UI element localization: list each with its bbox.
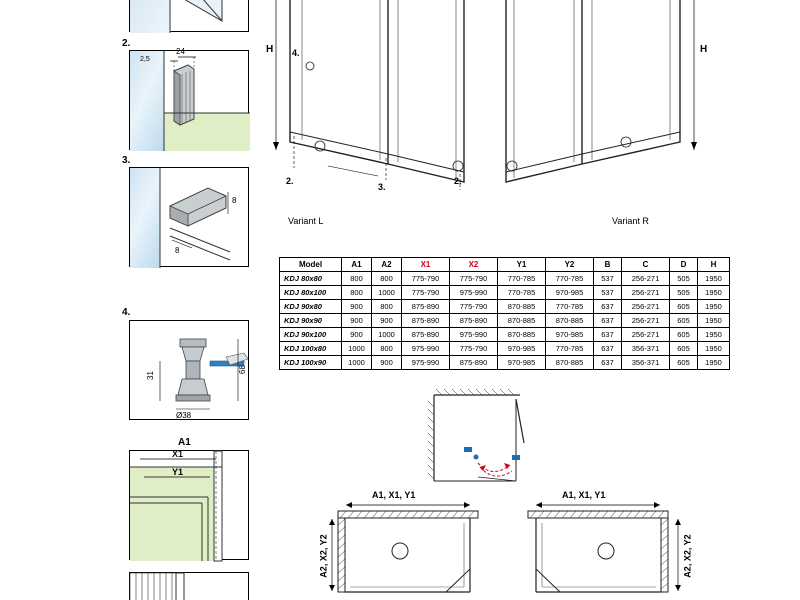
table-cell-y1: 970-985 [498,356,546,370]
table-cell-y1: 770-785 [498,272,546,286]
table-row [280,342,730,356]
table-cell-a2: 900 [372,356,402,370]
table-cell-y2: 770-785 [546,342,594,356]
table-cell-h: 1950 [698,356,730,370]
table-cell-c: 256-271 [622,286,670,300]
figure-2-number: 2. [122,38,131,49]
table-cell-x1: 775-790 [402,286,450,300]
table-cell-a2: 800 [372,342,402,356]
table-cell-x2: 975-990 [450,328,498,342]
table-cell-model: KDJ 80x80 [280,272,342,286]
table-cell-x1: 775-790 [402,272,450,286]
table-cell-model: KDJ 90x90 [280,314,342,328]
figure-2-dim-1: 2,5 [140,56,150,63]
table-cell-a2: 1000 [372,286,402,300]
table-header-row [280,258,730,272]
table-cell-h: 1950 [698,300,730,314]
elevation-l-callout-2a: 2. [286,176,294,186]
table-header-y2: Y2 [546,258,594,272]
table-cell-d: 605 [670,356,698,370]
elevation-l-callout-2b: 2. [454,176,462,186]
table-header-a1: A1 [342,258,372,272]
table-cell-model: KDJ 100x80 [280,342,342,356]
table-cell-x1: 875-890 [402,328,450,342]
table-row [280,314,730,328]
elevation-r-caption: Variant R [612,216,649,226]
table-cell-c: 356-371 [622,342,670,356]
table-cell-h: 1950 [698,286,730,300]
table-cell-y1: 770-785 [498,286,546,300]
elevation-l-callout-3: 3. [378,182,386,192]
table-cell-y2: 870-885 [546,356,594,370]
figure-3-dim-1: 8 [232,196,237,205]
table-cell-x1: 875-890 [402,314,450,328]
table-cell-a2: 900 [372,314,402,328]
table-header-model: Model [280,258,342,272]
table-cell-x2: 775-790 [450,272,498,286]
table-cell-model: KDJ 80x100 [280,286,342,300]
table-cell-x1: 975-990 [402,342,450,356]
table-cell-x1: 875-890 [402,300,450,314]
table-cell-a1: 1000 [342,342,372,356]
table-cell-d: 505 [670,272,698,286]
table-cell-b: 637 [594,342,622,356]
figure-2-dim-2: 24 [176,47,185,56]
figure-4-dim-diameter: Ø38 [176,411,192,420]
table-cell-a1: 800 [342,272,372,286]
table-cell-h: 1950 [698,328,730,342]
table-row [280,356,730,370]
table-cell-x2: 875-890 [450,356,498,370]
figure-plan-detail [129,450,249,560]
specification-table [279,257,730,370]
table-cell-h: 1950 [698,314,730,328]
figure-4-dim-68: 68 [237,365,247,374]
plan-label-a1: A1 [178,437,191,448]
figure-step-2 [129,47,249,150]
elevation-variant-r [488,0,718,226]
table-cell-y2: 770-785 [546,272,594,286]
table-cell-a2: 1000 [372,328,402,342]
table-cell-d: 505 [670,286,698,300]
figure-step-1 [129,0,249,32]
table-cell-x1: 975-990 [402,356,450,370]
table-header-a2: A2 [372,258,402,272]
table-cell-x2: 875-890 [450,314,498,328]
table-cell-y2: 770-785 [546,300,594,314]
table-cell-b: 637 [594,356,622,370]
table-header-y1: Y1 [498,258,546,272]
table-cell-a1: 900 [342,300,372,314]
figure-step-4 [129,320,249,420]
table-row [280,286,730,300]
table-cell-a1: 800 [342,286,372,300]
table-cell-b: 537 [594,272,622,286]
plan-label-x1: X1 [172,449,184,459]
table-cell-d: 605 [670,342,698,356]
table-cell-y2: 970-985 [546,328,594,342]
plan-label-y1: Y1 [172,467,184,477]
table-header-d: D [670,258,698,272]
table-cell-a1: 1000 [342,356,372,370]
table-cell-a2: 800 [372,300,402,314]
table-cell-c: 356-371 [622,356,670,370]
table-cell-c: 256-271 [622,300,670,314]
table-cell-model: KDJ 90x100 [280,328,342,342]
table-row [280,328,730,342]
table-cell-y1: 970-985 [498,342,546,356]
table-cell-y2: 870-885 [546,314,594,328]
table-cell-b: 637 [594,300,622,314]
table-cell-b: 637 [594,314,622,328]
table-cell-d: 605 [670,300,698,314]
table-cell-c: 256-271 [622,314,670,328]
table-cell-y1: 870-885 [498,328,546,342]
table-header-x2: X2 [450,258,498,272]
figure-plan-detail-bottom [129,572,249,600]
table-cell-b: 537 [594,286,622,300]
figure-3-dim-2: 8 [175,246,180,255]
plan-variant-right [520,490,700,600]
plan-left-side-dim: A2, X2, Y2 [318,534,329,578]
table-header-h: H [698,258,730,272]
figure-4-dim-31: 31 [145,371,155,380]
table-cell-d: 605 [670,314,698,328]
elevation-l-callout-step-4: 4. [292,48,300,58]
figure-step-3 [129,167,249,267]
table-cell-a2: 800 [372,272,402,286]
table-header-x1: X1 [402,258,450,272]
plan-variant-left [318,490,510,600]
table-header-b: B [594,258,622,272]
table-cell-y1: 870-885 [498,300,546,314]
table-cell-d: 605 [670,328,698,342]
plan-left-top-dim: A1, X1, Y1 [372,490,416,500]
table-row [280,272,730,286]
plan-door-swing [420,385,580,495]
table-cell-h: 1950 [698,272,730,286]
table-cell-a1: 900 [342,328,372,342]
figure-4-number: 4. [122,307,131,318]
table-cell-a1: 900 [342,314,372,328]
table-cell-x2: 975-990 [450,286,498,300]
table-cell-x2: 775-790 [450,342,498,356]
elevation-r-height-label: H [700,44,708,55]
table-cell-x2: 775-790 [450,300,498,314]
table-cell-h: 1950 [698,342,730,356]
table-cell-y1: 870-885 [498,314,546,328]
plan-right-side-dim: A2, X2, Y2 [682,534,693,578]
table-cell-y2: 970-985 [546,286,594,300]
table-row [280,300,730,314]
plan-right-top-dim: A1, X1, Y1 [562,490,606,500]
elevation-variant-l [266,0,498,226]
elevation-l-height-label: H [266,44,274,55]
table-cell-c: 256-271 [622,328,670,342]
table-header-c: C [622,258,670,272]
table-cell-model: KDJ 90x80 [280,300,342,314]
elevation-l-caption: Variant L [288,216,324,226]
table-cell-model: KDJ 100x90 [280,356,342,370]
figure-3-number: 3. [122,155,131,166]
table-cell-b: 637 [594,328,622,342]
table-cell-c: 256-271 [622,272,670,286]
